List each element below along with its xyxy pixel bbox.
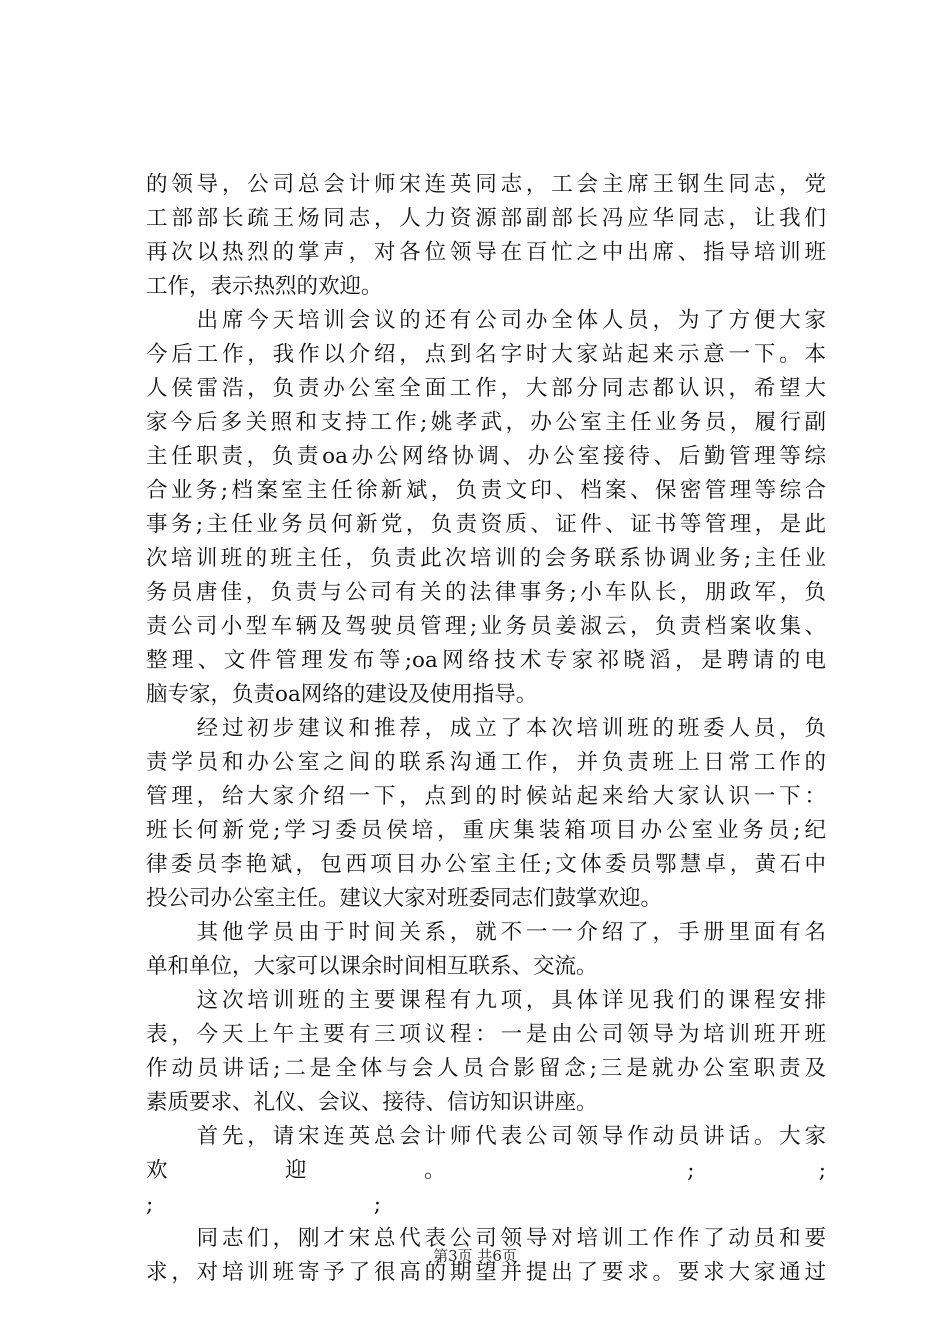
text-line: 表，今天上午主要有三项议程：一是由公司领导为培训班开班: [146, 1022, 826, 1047]
text-line: 作动员讲话;二是全体与会人员合影留念;三是就办公室职责及: [146, 1056, 826, 1081]
text-line: 工部部长疏王炀同志，人力资源部副部长冯应华同志，让我们: [146, 206, 826, 231]
text-line: 欢迎。 ; ;: [146, 1158, 826, 1183]
text-line: 再次以热烈的掌声，对各位领导在百忙之中出席、指导培训班: [146, 240, 826, 265]
text-line: 整理、文件管理发布等;oa网络技术专家祁晓滔，是聘请的电: [146, 648, 826, 673]
text-line: 经过初步建议和推荐，成立了本次培训班的班委人员，负: [146, 716, 826, 741]
text-line: 求，对培训班寄予了很高的期望并提出了要求。要求大家通过: [146, 1260, 826, 1285]
text-line: 务员唐佳，负责与公司有关的法律事务;小车队长，朋政军，负: [146, 580, 826, 605]
text-line: 其他学员由于时间关系，就不一一介绍了，手册里面有名: [146, 920, 826, 945]
text-line: 首先，请宋连英总会计师代表公司领导作动员讲话。大家: [146, 1124, 826, 1149]
text-line: 合业务;档案室主任徐新斌，负责文印、档案、保密管理等综合: [146, 478, 826, 503]
text-line: 律委员李艳斌，包西项目办公室主任;文体委员鄂慧卓，黄石中: [146, 852, 826, 877]
text-line: 主任职责，负责oa办公网络协调、办公室接待、后勤管理等综: [146, 444, 826, 469]
text-line: 同志们，刚才宋总代表公司领导对培训工作作了动员和要: [146, 1226, 826, 1251]
text-line: 投公司办公室主任。建议大家对班委同志们鼓掌欢迎。: [146, 886, 663, 911]
text-line: 责公司小型车辆及驾驶员管理;业务员姜淑云，负责档案收集、: [146, 614, 826, 639]
text-line: 事务;主任业务员何新党，负责资质、证件、证书等管理，是此: [146, 512, 826, 537]
text-line: 工作，表示热烈的欢迎。: [146, 274, 383, 299]
text-line: 次培训班的班主任，负责此次培训的会务联系协调业务;主任业: [146, 546, 826, 571]
text-line: 素质要求、礼仪、会议、接待、信访知识讲座。: [146, 1090, 598, 1115]
text-line: 管理，给大家介绍一下，点到的时候站起来给大家认识一下：: [146, 784, 826, 809]
text-line: 单和单位，大家可以课余时间相互联系、交流。: [146, 954, 598, 979]
text-line: ; ;: [146, 1192, 381, 1217]
text-line: 出席今天培训会议的还有公司办全体人员，为了方便大家: [146, 308, 826, 333]
text-line: 这次培训班的主要课程有九项，具体详见我们的课程安排: [146, 988, 826, 1013]
text-line: 家今后多关照和支持工作;姚孝武，办公室主任业务员，履行副: [146, 410, 826, 435]
text-line: 责学员和办公室之间的联系沟通工作，并负责班上日常工作的: [146, 750, 826, 775]
text-line: 班长何新党;学习委员侯培，重庆集装箱项目办公室业务员;纪: [146, 818, 826, 843]
text-line: 今后工作，我作以介绍，点到名字时大家站起来示意一下。本: [146, 342, 826, 367]
text-line: 的领导，公司总会计师宋连英同志，工会主席王钢生同志，党: [146, 172, 826, 197]
document-body: [146, 168, 826, 1290]
text-line: 人侯雷浩，负责办公室全面工作，大部分同志都认识，希望大: [146, 376, 826, 401]
page-number-footer: 第3页 共6页: [433, 1247, 517, 1265]
text-line: 脑专家，负责oa网络的建设及使用指导。: [146, 682, 538, 707]
